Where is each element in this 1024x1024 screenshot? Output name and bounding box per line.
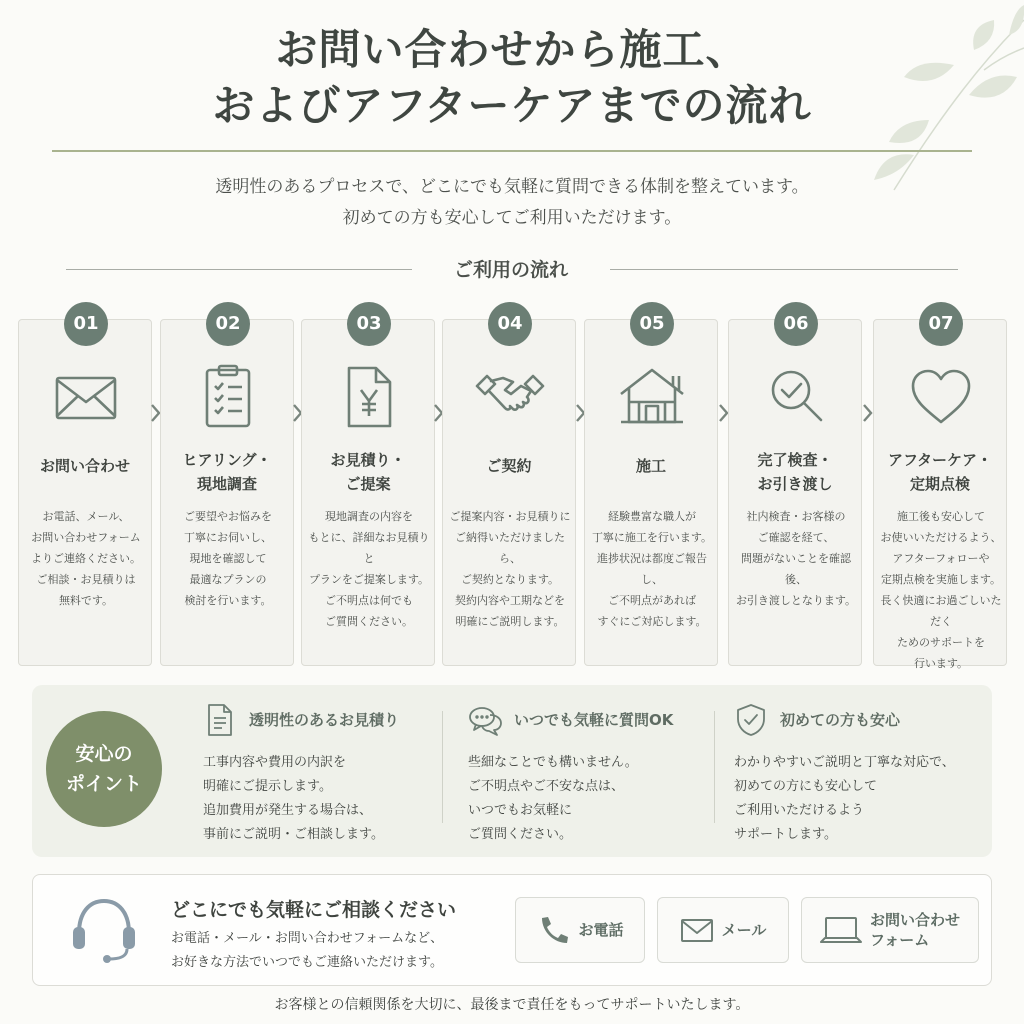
heart-icon <box>906 364 976 430</box>
title-line-2: およびアフターケアまでの流れ <box>212 81 812 130</box>
intro-text <box>0 172 1024 234</box>
document-icon <box>203 703 237 737</box>
envelope-icon <box>51 364 121 430</box>
step-number: 03 <box>347 302 391 346</box>
point-text: 些細なことでも構いません。 ご不明点やご不安な点は、 いつでもお気軽に ご質問ください。 <box>468 755 638 842</box>
handshake-icon <box>475 364 545 430</box>
step-description: 社内検査・お客様の ご確認を経て、 問題がないことを確認後、 お引き渡しとなります。 <box>735 510 857 607</box>
headset-icon <box>69 893 139 965</box>
phone-button[interactable] <box>515 897 645 963</box>
intro-line-2: 初めての方も安心してご利用いただけます。 <box>342 208 682 228</box>
point-title: 初めての方も安心 <box>780 711 901 729</box>
magnifier-check-icon <box>761 364 831 430</box>
house-construction-icon <box>617 364 687 430</box>
step-description: 経験豊富な職人が 丁寧に施工を行います。 進捗状況は都度ご報告し、 ご不明点があれば すぐにご対応します。 <box>591 510 713 628</box>
page-title <box>0 22 1024 134</box>
step-card-03 <box>301 313 435 666</box>
step-card-06 <box>728 313 862 666</box>
point-transparent-estimate <box>203 703 465 843</box>
point-ask-anytime <box>468 703 730 843</box>
intro-line-1: 透明性のあるプロセスで、どこにでも気軽に質問できる体制を整えています。 <box>215 177 809 197</box>
contact-title: どこにでも気軽にご相談ください <box>171 899 457 921</box>
mail-button[interactable] <box>657 897 789 963</box>
step-name: 完了検査・ お引き渡し <box>757 451 833 493</box>
step-name: お見積り・ ご提案 <box>330 451 406 493</box>
step-card-07 <box>873 313 1007 670</box>
title-line-1: お問い合わせから施工、 <box>275 25 749 74</box>
step-number: 02 <box>206 302 250 346</box>
step-description: 施工後も安心して お使いいただけるよう、 アフターフォローや 定期点検を実施します。 長く快適にお過ごしいただく ためのサポートを 行います。 <box>880 510 1002 670</box>
phone-button-label: お電話 <box>578 921 624 939</box>
step-name: ご契約 <box>486 457 532 475</box>
inquiry-form-button[interactable] <box>801 897 979 963</box>
envelope-icon <box>680 915 714 945</box>
contact-panel <box>32 874 992 986</box>
point-first-timers <box>734 703 990 843</box>
shield-check-icon <box>734 703 768 737</box>
chat-bubbles-icon <box>468 703 502 737</box>
flow-heading <box>0 256 1024 284</box>
mail-button-label: メール <box>721 921 767 939</box>
step-description: 現地調査の内容を もとに、詳細なお見積りと プランをご提案します。 ご不明点は何でも ご質問ください。 <box>308 510 430 628</box>
heading-rule-right <box>610 269 958 270</box>
point-text: わかりやすいご説明と丁寧な対応で、 初めての方にも安心して ご利用いただけるよう サポートします。 <box>734 755 955 842</box>
point-title: 透明性のあるお見積り <box>249 711 400 729</box>
points-divider <box>442 711 443 823</box>
laptop-icon <box>820 915 862 945</box>
points-divider <box>714 711 715 823</box>
step-name: アフターケア・ 定期点検 <box>888 451 992 493</box>
step-description: お電話、メール、 お問い合わせフォーム よりご連絡ください。 ご相談・お見積りは 無料です。 <box>31 510 141 607</box>
title-divider <box>52 150 972 152</box>
phone-icon <box>536 915 570 945</box>
step-card-02 <box>160 313 294 666</box>
footer-message: お客様との信頼関係を大切に、最後まで責任をもってサポートいたします。 <box>274 997 750 1013</box>
step-name: お問い合わせ <box>39 457 130 475</box>
heading-rule-left <box>66 269 412 270</box>
yen-document-icon <box>334 364 404 430</box>
safety-points-badge: 安心の ポイント <box>46 711 162 827</box>
step-description: ご要望やお悩みを 丁寧にお伺いし、 現地を確認して 最適なプランの 検討を行います。 <box>184 510 272 607</box>
step-name: ヒアリング・ 現地調査 <box>182 451 272 493</box>
step-number: 07 <box>919 302 963 346</box>
contact-text: お電話・メール・お問い合わせフォームなど、 お好きな方法でいつでもご連絡いただけます。 <box>171 931 444 970</box>
step-card-04 <box>442 313 576 666</box>
step-number: 05 <box>630 302 674 346</box>
clipboard-checklist-icon <box>193 364 263 430</box>
inquiry-form-button-label: お問い合わせ フォーム <box>869 911 960 949</box>
step-number: 01 <box>64 302 108 346</box>
point-title: いつでも気軽に質問OK <box>514 711 674 729</box>
step-name: 施工 <box>635 457 666 475</box>
step-card-05 <box>584 313 718 666</box>
step-description: ご提案内容・お見積りに ご納得いただけましたら、 ご契約となります。 契約内容や工期などを 明確にご説明します。 <box>449 510 571 628</box>
step-number: 04 <box>488 302 532 346</box>
flow-heading-label: ご利用の流れ <box>453 259 568 281</box>
point-text: 工事内容や費用の内訳を 明確にご提示します。 追加費用が発生する場合は、 事前にご説明・ご相談します。 <box>203 755 384 842</box>
step-number: 06 <box>774 302 818 346</box>
step-card-01 <box>18 313 152 666</box>
safety-points-panel <box>32 685 992 857</box>
